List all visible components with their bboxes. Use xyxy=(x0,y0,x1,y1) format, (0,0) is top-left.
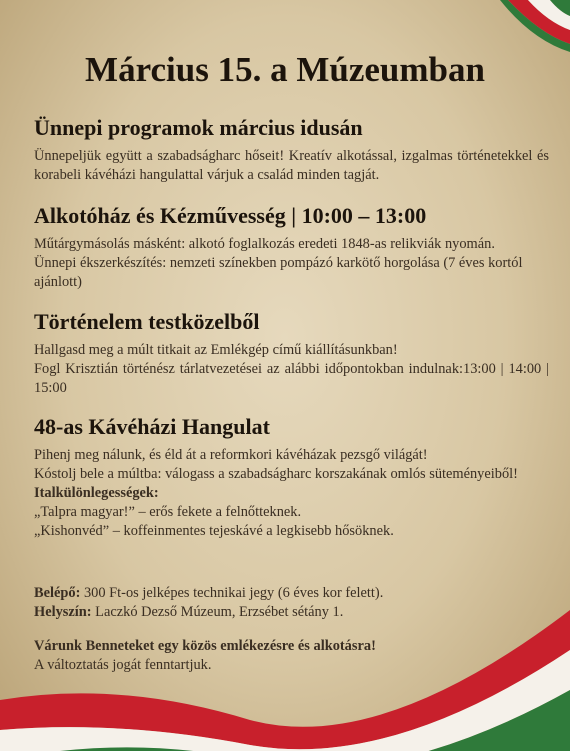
page-title: Március 15. a Múzeumban xyxy=(85,50,485,89)
section-text: Kóstolj bele a múltba: válogass a szabadságharc korszakának omlós süteményeiből! xyxy=(34,466,518,482)
entry-line xyxy=(34,584,549,603)
section-text: Ünnepi ékszerkészítés: nemzeti színekben pompázó karkötő horgolása (7 éves kortól ajánlott) xyxy=(34,255,523,290)
invite-text: Várunk Benneteket egy közös emlékezésre és alkotásra! xyxy=(34,638,376,654)
drink-item: „Talpra magyar!” – erős fekete a felnőtteknek. xyxy=(34,504,302,520)
venue-text: Laczkó Dezső Múzeum, Erzsébet sétány 1. xyxy=(95,604,344,620)
section-text: Ünnepeljük együtt a szabadságharc hőseit! Kreatív alkotással, izgalmas történetekkel és korabeli kávéházi hangulattal várjuk a család minden tagját. xyxy=(34,148,549,183)
section-text: Hallgasd meg a múlt titkait az Emlékgép című kiállításunkban! xyxy=(34,342,398,358)
section-text: Fogl Krisztián történész tárlatvezetései az alábbi időpontokban indulnak:13:00 | 14:00 | 15:00 xyxy=(34,361,549,396)
disclaimer-text: A változtatás jogát fenntartjuk. xyxy=(34,657,212,673)
section-heading: Ünnepi programok március idusán xyxy=(34,115,363,140)
section-cafe xyxy=(34,414,549,541)
drinks-label: Italkülönlegességek: xyxy=(34,485,159,501)
section-workshop xyxy=(34,203,549,292)
venue-label: Helyszín: xyxy=(34,604,92,620)
section-text: Műtárgymásolás másként: alkotó foglalkozás eredeti 1848-as relikviák nyomán. xyxy=(34,236,495,252)
section-history xyxy=(34,309,549,398)
section-heading: Alkotóház és Kézművesség | 10:00 – 13:00 xyxy=(34,203,427,228)
section-intro xyxy=(34,115,549,185)
drink-item: „Kishonvéd” – koffeinmentes tejeskávé a legkisebb hősöknek. xyxy=(34,523,394,539)
entry-label: Belépő: xyxy=(34,585,81,601)
section-heading: 48-as Kávéházi Hangulat xyxy=(34,414,270,439)
entry-text: 300 Ft-os jelképes technikai jegy (6 éves kor felett). xyxy=(83,585,384,601)
closing-block xyxy=(34,637,549,675)
section-heading: Történelem testközelből xyxy=(34,309,260,334)
info-block xyxy=(34,584,549,622)
section-text: Pihenj meg nálunk, és éld át a reformkori kávéházak pezsgő világát! xyxy=(34,447,428,463)
venue-line xyxy=(34,603,549,622)
